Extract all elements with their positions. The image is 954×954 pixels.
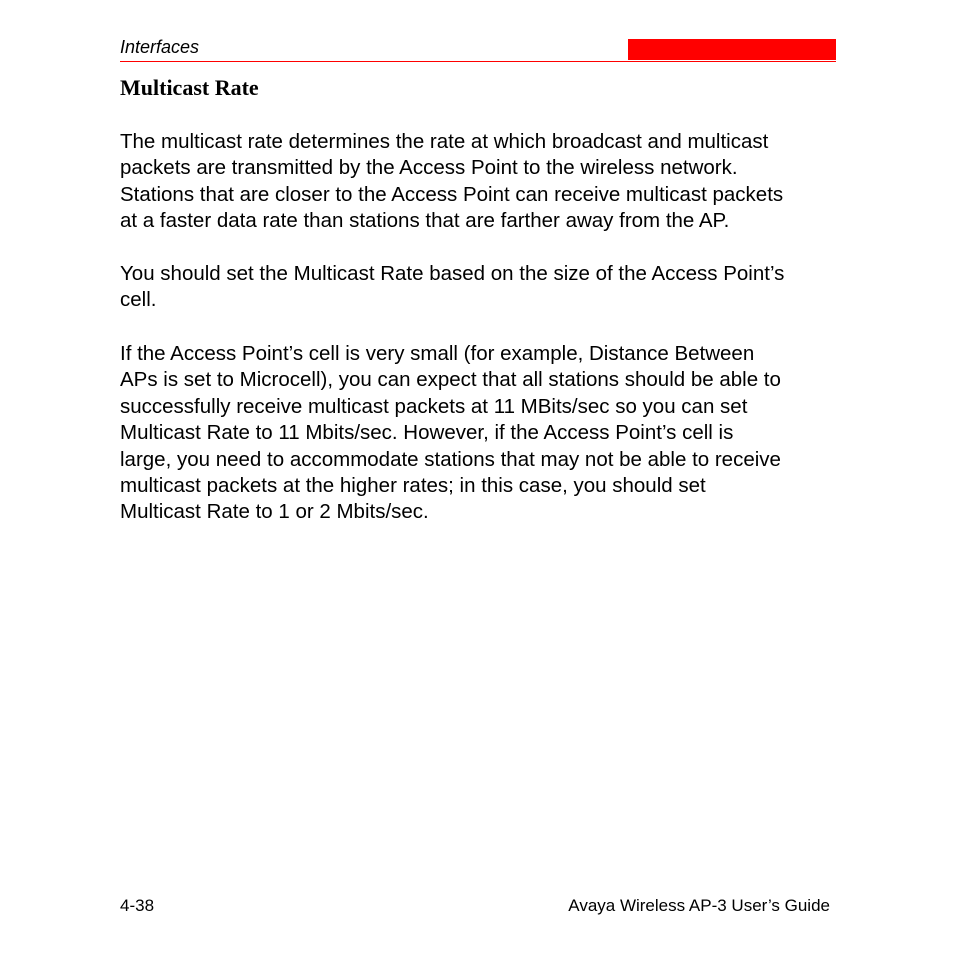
body-paragraph-1: The multicast rate determines the rate at which broadcast and multicast packets are transmitted by the Access Point to the wireless network. Stations that are closer to the Access Point can receive multicast packets at a faster data rate than stations that are farther away from the AP. <box>120 130 784 233</box>
section-title: Multicast Rate <box>120 75 259 100</box>
header-rule <box>120 61 836 62</box>
running-header-title: Interfaces <box>120 37 200 57</box>
body-paragraph-2: You should set the Multicast Rate based on the size of the Access Point’s cell. <box>120 262 785 312</box>
header-accent-bar <box>628 39 836 60</box>
page-number: 4-38 <box>120 896 155 915</box>
body-paragraph-3: If the Access Point’s cell is very small (for example, Distance Between APs is set to Microcell), you can expect that all stations should be able to successfully receive multicast packets at 11 MBits/sec so you can set Multicast Rate to 11 Mbits/sec. However, if the Access Point’s cell is large, you need to accommodate stations that may not be able to receive multicast packets at the higher rates; in this case, you should set Multicast Rate to 1 or 2 Mbits/sec. <box>120 342 781 524</box>
footer-guide-title: Avaya Wireless AP-3 User’s Guide <box>568 896 830 915</box>
